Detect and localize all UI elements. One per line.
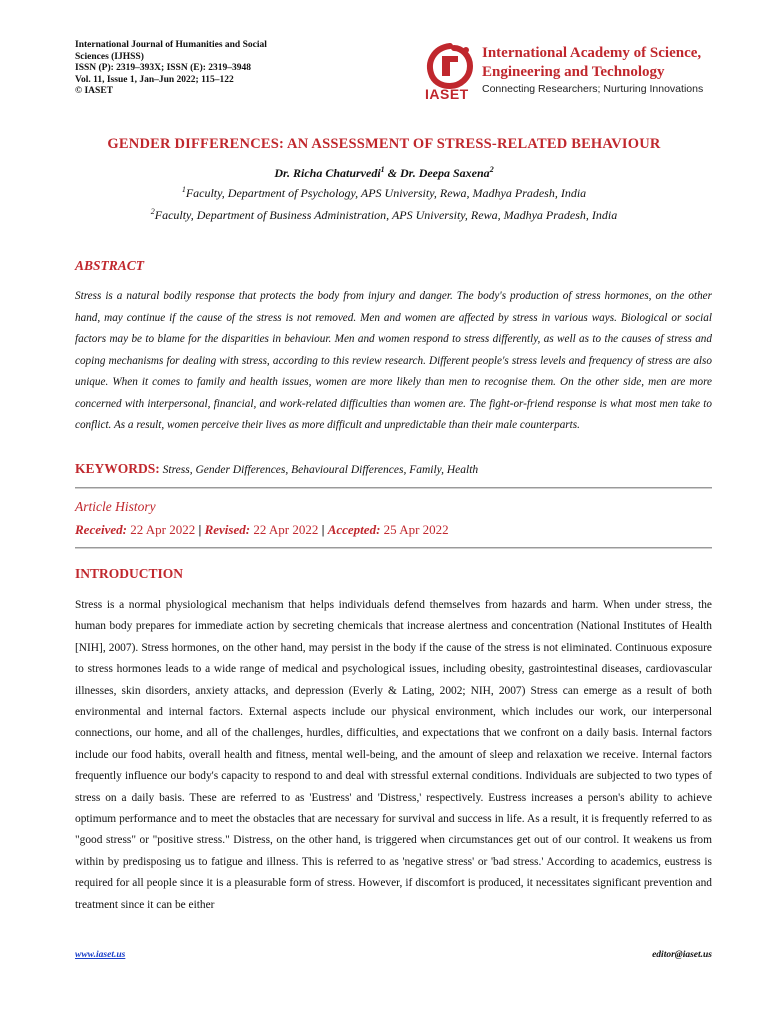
logo-acronym: IASET — [425, 86, 469, 102]
page-footer — [75, 950, 712, 964]
journal-copyright: © IASET — [75, 86, 113, 96]
introduction-text: Stress is a normal physiological mechanism that helps individuals defend themselves from hazards and harm. When under stress, the human body prepares for immediate action by secreting chemicals that increase alertness and concentration (National Institutes of Health [NIH], 2007). Stress hormones, on the other hand, may persist in the body if the cause of the stress is not eliminated. Continuous exposure to stress hormones leads to a wide range of medical and psychological issues, including obesity, gastrointestinal diseases, cardiovascular illnesses, skin disorders, anxiety attacks, and depression (Everly & Lating, 2002; NIH, 2007) Stress can emerge as a result of both environmental and internal factors. External aspects include our physical environment, which includes our work, our interpersonal connections, our home, and all of the challenges, hurdles, difficulties, and expectations that we confront on a daily basis. Internal factors include our food habits, overall health and fitness, mental well-being, and the amount of sleep and relaxation we receive. Internal factors frequently influence our body's capacity to respond to and deal with stressful external conditions. Individuals are subjected to two types of stress on a daily basis. These are referred to as 'Eustress' and 'Distress,' respectively. Eustress increases a person's ability to achieve optimum performance and to meet the obstacles that are necessary for survival and success in life. As a result, it is frequently referred to as "good stress" or "positive stress." Distress, on the other hand, is triggered when circumstances get out of our control. It weakens us from within by predisposing us to fatigue and illness. This is referred to as 'negative stress' or 'bad stress.' According to academics, eustress is required for all people since it is a pleasurable form of stress. However, if discomfort is produced, it necessitates significant prevention and treatment since it can be either — [75, 599, 712, 911]
affiliation-1-text: Faculty, Department of Psychology, APS University, Rewa, Madhya Pradesh, India — [185, 186, 587, 200]
logo-name-line1: International Academy of Science, — [482, 45, 702, 61]
affiliation-2-text: Faculty, Department of Business Administration, APS University, Rewa, Madhya Pradesh, India — [154, 208, 618, 222]
accepted-date: 25 Apr 2022 — [383, 522, 449, 537]
author-connector: & — [384, 166, 401, 180]
abstract-text: Stress is a natural bodily response that protects the body from injury and danger. The body's production of stress hormones, on the other hand, may continue if the cause of the stress is not removed. Men and women are affected by stress in various ways. Biological or social factors may be to blame for the disparities in behaviour. Men and women respond to stress differently, as well as to the causes of stress and coping mechanisms for dealing with stress, according to this review research. Different people's stress levels and frequency of stress are also unique. When it comes to family and health issues, women are more likely than men to recognise them. On the other side, men are more concerned with interpersonal, financial, and work-related difficulties than women are. The fight-or-friend response is what most men take to conflict. As a result, women perceive their lives as more difficult and unpredictable than their male counterparts. — [75, 290, 712, 431]
date-separator: | — [318, 522, 328, 537]
website-link[interactable]: www.iaset.us — [75, 950, 126, 960]
affiliation-2-sup: 2 — [150, 207, 155, 216]
affiliation-2 — [0, 208, 768, 223]
page-header — [75, 40, 716, 112]
logo-tagline: Connecting Researchers; Nurturing Innovations — [482, 83, 704, 95]
logo-name — [482, 44, 701, 82]
introduction-heading: INTRODUCTION — [75, 566, 184, 581]
keywords-label: KEYWORDS: — [75, 461, 160, 476]
author-1-sup: 1 — [380, 165, 385, 174]
keywords-text: Stress, Gender Differences, Behavioural Differences, Family, Health — [159, 464, 479, 476]
author-2: Dr. Deepa Saxena — [400, 166, 490, 180]
abstract-heading: ABSTRACT — [75, 258, 145, 273]
journal-abbrev: Sciences (IJHSS) — [75, 51, 144, 62]
journal-issn: ISSN (P): 2319–393X; ISSN (E): 2319–3948 — [75, 63, 252, 73]
author-1: Dr. Richa Chaturvedi — [274, 166, 381, 180]
affiliation-1-sup: 1 — [181, 185, 186, 194]
revised-date: 22 Apr 2022 — [253, 522, 319, 537]
divider-top — [75, 487, 712, 489]
paper-title: GENDER DIFFERENCES: AN ASSESSMENT OF STRESS-RELATED BEHAVIOUR — [107, 136, 661, 152]
editor-email: editor@iaset.us — [652, 950, 712, 960]
revised-label: Revised: — [204, 522, 251, 537]
article-history-heading: Article History — [75, 499, 156, 514]
received-label: Received: — [75, 522, 127, 537]
accepted-label: Accepted: — [327, 522, 381, 537]
logo-name-line2: Engineering and Technology — [482, 64, 665, 80]
iaset-logo — [422, 40, 722, 106]
date-separator: | — [195, 522, 205, 537]
author-line — [0, 166, 768, 181]
keywords — [75, 461, 715, 477]
author-2-sup: 2 — [489, 165, 494, 174]
journal-info — [75, 40, 315, 98]
received-date: 22 Apr 2022 — [130, 522, 196, 537]
journal-name: International Journal of Humanities and Social — [75, 40, 267, 50]
article-dates — [75, 522, 449, 538]
divider-bottom — [75, 547, 712, 549]
affiliation-1 — [0, 186, 768, 201]
journal-volume: Vol. 11, Issue 1, Jan–Jun 2022; 115–122 — [75, 74, 234, 85]
